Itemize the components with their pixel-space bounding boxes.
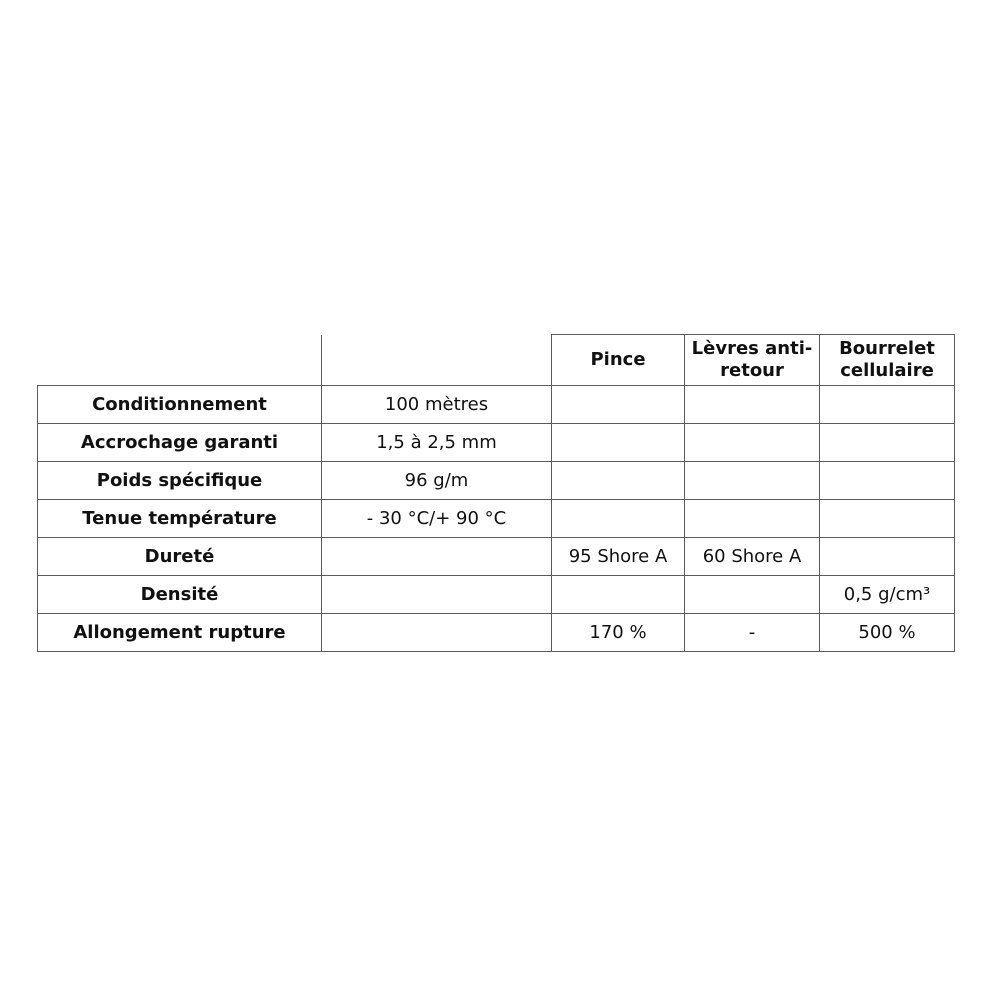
row-label: Tenue température [38, 500, 322, 538]
row-label: Allongement rupture [38, 614, 322, 652]
row-value [322, 576, 552, 614]
row-label: Accrochage garanti [38, 424, 322, 462]
row-value: 100 mètres [322, 386, 552, 424]
row-value [322, 538, 552, 576]
table-row [38, 500, 955, 538]
header-row [38, 335, 955, 386]
pince-cell [552, 386, 685, 424]
bourrelet-cell [820, 462, 955, 500]
levres-cell [685, 424, 820, 462]
levres-cell [685, 576, 820, 614]
row-value: 96 g/m [322, 462, 552, 500]
levres-cell: 60 Shore A [685, 538, 820, 576]
column-header-levres-anti-retour: Lèvres anti-retour [685, 335, 820, 386]
table-row [38, 386, 955, 424]
bourrelet-cell [820, 538, 955, 576]
levres-cell [685, 500, 820, 538]
bourrelet-cell: 500 % [820, 614, 955, 652]
row-label: Dureté [38, 538, 322, 576]
bourrelet-cell [820, 386, 955, 424]
column-header-pince: Pince [552, 335, 685, 386]
column-header-bourrelet-cellulaire: Bourrelet cellulaire [820, 335, 955, 386]
row-label: Poids spécifique [38, 462, 322, 500]
bourrelet-cell: 0,5 g/cm³ [820, 576, 955, 614]
specifications-table [37, 334, 955, 652]
row-value [322, 614, 552, 652]
row-label: Densité [38, 576, 322, 614]
row-value: - 30 °C/+ 90 °C [322, 500, 552, 538]
pince-cell [552, 462, 685, 500]
pince-cell [552, 576, 685, 614]
levres-cell [685, 462, 820, 500]
table-row [38, 538, 955, 576]
pince-cell: 95 Shore A [552, 538, 685, 576]
empty-corner-cell [322, 335, 552, 386]
pince-cell [552, 500, 685, 538]
bourrelet-cell [820, 500, 955, 538]
table-row [38, 614, 955, 652]
levres-cell [685, 386, 820, 424]
table-row [38, 462, 955, 500]
bourrelet-cell [820, 424, 955, 462]
table-row [38, 576, 955, 614]
pince-cell: 170 % [552, 614, 685, 652]
empty-corner-cell [38, 335, 322, 386]
levres-cell: - [685, 614, 820, 652]
pince-cell [552, 424, 685, 462]
row-label: Conditionnement [38, 386, 322, 424]
row-value: 1,5 à 2,5 mm [322, 424, 552, 462]
table-row [38, 424, 955, 462]
